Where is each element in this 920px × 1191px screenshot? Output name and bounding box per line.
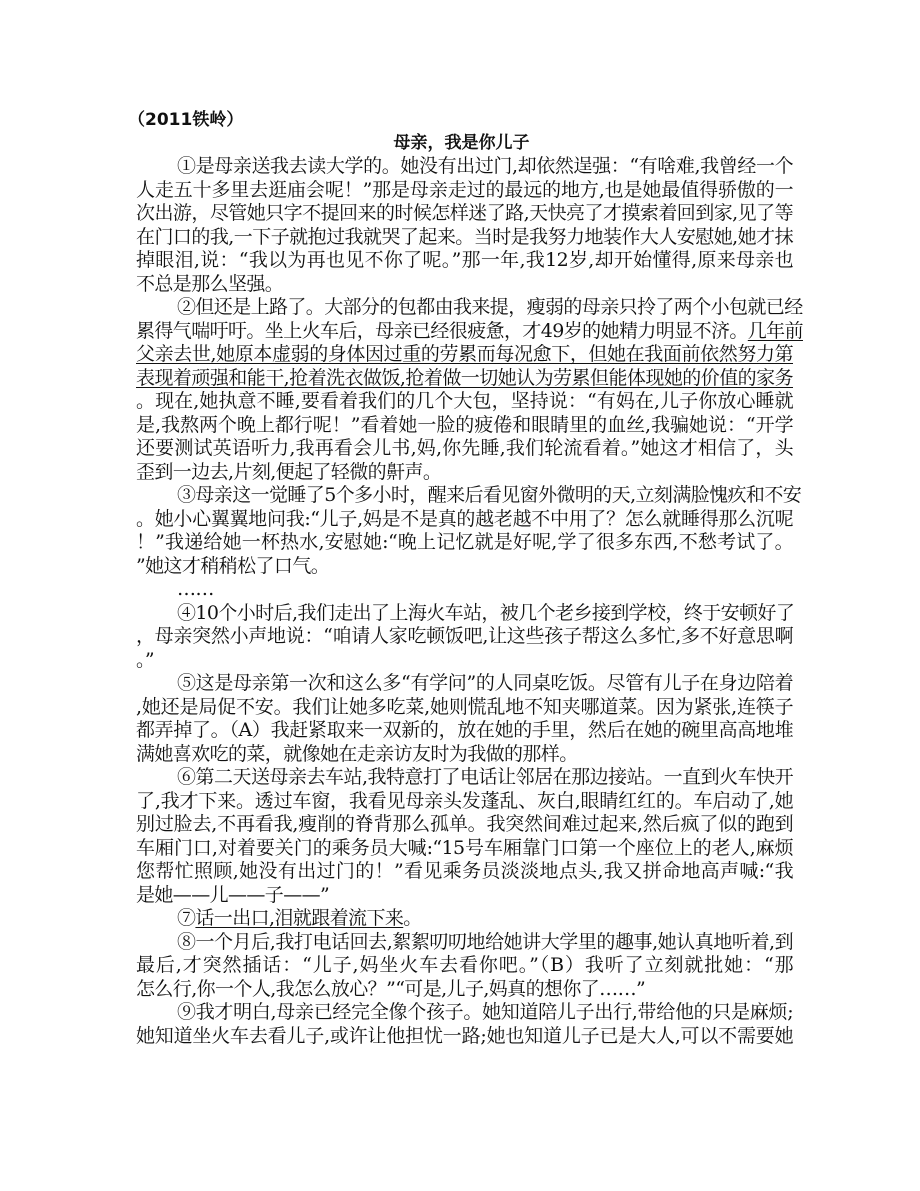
paragraph — [136, 602, 793, 673]
text-span: 人走五十多里去逛庙会呢！”那是母亲走过的最远的地方,也是她最值得骄傲的一 — [136, 178, 793, 201]
text-span: 还要测试英语听力,我再看会儿书,妈,你先睡,我们轮流看着。”她这才相信了，头 — [136, 437, 793, 459]
article-body — [136, 155, 803, 1048]
text-line — [136, 343, 793, 367]
document-page — [128, 108, 803, 1048]
text-line — [136, 202, 793, 226]
paragraph — [136, 1001, 793, 1048]
text-line — [136, 437, 793, 461]
text-span: 累得气喘吁吁。坐上火车后，母亲已经很疲惫，才49岁的她精力明显不济。 — [136, 319, 748, 342]
text-line — [136, 884, 793, 908]
text-line — [136, 719, 793, 743]
article-title: 母亲，我是你儿子 — [393, 133, 530, 153]
text-line — [136, 813, 793, 837]
text-line — [136, 531, 793, 555]
underlined-text: 表现着顽强和能干,抢着洗衣做饭,抢着做一切她认为劳累但能体现她的价值的家务 — [136, 366, 793, 389]
text-span: ②但还是上路了。大部分的包都由我来提，瘦弱的母亲只拎了两个小包就已经 — [177, 296, 803, 318]
text-span: …… — [177, 578, 214, 600]
text-line — [136, 555, 793, 579]
text-span: 都弄掉了。（A）我赶紧取来一双新的，放在她的手里，然后在她的碗里高高地堆 — [136, 719, 793, 741]
text-span: 车厢门口,对着要关门的乘务员大喊:“15号车厢靠门口第一个座位上的老人,麻烦 — [136, 836, 793, 859]
text-line — [136, 508, 793, 532]
text-span: 。 — [403, 907, 422, 929]
text-line — [136, 414, 793, 438]
paragraph — [136, 931, 793, 1002]
text-span: ⑥第二天送母亲去车站,我特意打了电话让邻居在那边接站。一直到火车快开 — [177, 766, 793, 788]
text-line — [136, 978, 793, 1002]
text-line — [136, 1025, 793, 1049]
text-span: 不总是那么坚强。 — [136, 272, 284, 295]
text-span: ！”我递给她一杯热水,安慰她:“晚上记忆就是好呢,学了很多东西,不愁考试了。 — [136, 531, 793, 553]
text-span: 掉眼泪,说：“我以为再也见不你了呢。”那一年,我12岁,却开始懂得,原来母亲也 — [136, 249, 793, 271]
text-line — [136, 696, 793, 720]
text-span: 。现在,她执意不睡,要看着我们的几个大包，坚持说：“有妈在,儿子你放心睡就 — [136, 390, 793, 412]
text-span: ⑤这是母亲第一次和这么多“有学问”的人同桌吃饭。尽管有儿子在身边陪着 — [177, 672, 793, 694]
text-line — [136, 837, 793, 861]
underlined-text: 父亲去世,她原本虚弱的身体因过重的劳累而每况愈下，但她在我面前依然努力第 — [136, 343, 793, 365]
text-span: 最后,才突然插话：“儿子,妈坐火车去看你吧。”（B）我听了立刻就批她：“那 — [136, 954, 793, 976]
paragraph — [136, 155, 793, 296]
text-line — [136, 860, 793, 884]
paragraph — [136, 672, 793, 766]
text-span: ③母亲这一觉睡了5个多小时，醒来后看见窗外微明的天,立刻满脸愧疚和不安 — [177, 484, 802, 506]
text-line — [136, 954, 793, 978]
text-line — [136, 907, 793, 931]
text-span: 。” — [136, 648, 155, 671]
text-span: ”她这才稍稍松了口气。 — [136, 554, 330, 577]
text-line — [136, 602, 793, 626]
text-span: 她知道坐火车去看儿子,或许让他担忧一路;她也知道儿子已是大人,可以不需要她 — [136, 1024, 793, 1047]
text-line — [136, 249, 793, 273]
text-span: ,她还是局促不安。我们让她多吃菜,她则慌乱地不知夹哪道菜。因为紧张,连筷子 — [136, 695, 793, 718]
text-line — [136, 578, 793, 602]
underlined-text: 几年前 — [747, 319, 803, 342]
paragraph — [136, 907, 793, 931]
text-line — [136, 179, 793, 203]
text-span: 怎么行,你一个人,我怎么放心？”“可是,儿子,妈真的想你了……” — [136, 977, 646, 1000]
text-span: ⑧一个月后,我打电话回去,絮絮叨叨地给她讲大学里的趣事,她认真地听着,到 — [177, 930, 793, 953]
text-span: 在门口的我,一下子就抱过我就哭了起来。当时是我努力地装作大人安慰她,她才抹 — [136, 225, 793, 248]
text-span: ⑦ — [177, 907, 196, 929]
text-line — [136, 766, 793, 790]
text-span: ①是母亲送我去读大学的。她没有出过门,却依然逞强：“有啥难,我曾经一个 — [177, 155, 793, 177]
text-line — [136, 625, 793, 649]
text-line — [136, 155, 793, 179]
text-line — [136, 296, 803, 320]
text-line — [136, 1001, 793, 1025]
text-line — [136, 367, 793, 391]
text-span: ④10个小时后,我们走出了上海火车站，被几个老乡接到学校，终于安顿好了 — [177, 601, 795, 624]
text-line — [136, 484, 802, 508]
text-span: 是她——儿——子——” — [136, 883, 330, 906]
text-line — [136, 672, 793, 696]
text-span: 歪到一边去,片刻,便起了轻微的鼾声。 — [136, 460, 442, 483]
text-span: ，母亲突然小声地说：“咱请人家吃顿饭吧,让这些孩子帮这么多忙,多不好意思啊 — [136, 625, 793, 647]
text-line — [136, 226, 793, 250]
text-span: 次出游，尽管她只字不提回来的时候怎样迷了路,天快亮了才摸索着回到家,见了等 — [136, 202, 793, 224]
text-line — [136, 743, 793, 767]
text-line — [136, 273, 793, 297]
paragraph — [136, 296, 803, 484]
text-span: 是,我熬两个晚上都行呢！”看着她一脸的疲倦和眼睛里的血丝,我骗她说：“开学 — [136, 413, 793, 436]
text-line — [136, 649, 793, 673]
underlined-text: 话一出口,泪就跟着流下来 — [195, 907, 404, 929]
text-span: 别过脸去,不再看我,瘦削的脊背那么孤单。我突然间难过起来,然后疯了似的跑到 — [136, 813, 793, 835]
paragraph — [136, 578, 793, 602]
text-span: 。她小心翼翼地问我:“儿子,妈是不是真的越老越不中用了？怎么就睡得那么沉呢 — [136, 507, 793, 530]
text-span: 满她喜欢吃的菜，就像她在走亲访友时为我做的那样。 — [136, 742, 578, 765]
text-span: 您帮忙照顾,她没有出过门的！”看见乘务员淡淡地点头,我又拼命地高声喊:“我 — [136, 860, 793, 882]
text-line — [136, 790, 793, 814]
text-span: ⑨我才明白,母亲已经完全像个孩子。她知道陪儿子出行,带给他的只是麻烦; — [177, 1001, 793, 1023]
source-label: （2011铁岭） — [128, 110, 244, 130]
text-line — [136, 390, 793, 414]
text-line — [136, 931, 793, 955]
text-line — [136, 319, 803, 344]
text-line — [136, 461, 793, 485]
paragraph — [136, 484, 802, 578]
paragraph — [136, 766, 793, 907]
text-span: 了,我才下来。透过车窗，我看见母亲头发蓬乱、灰白,眼睛红红的。车启动了,她 — [136, 789, 793, 812]
